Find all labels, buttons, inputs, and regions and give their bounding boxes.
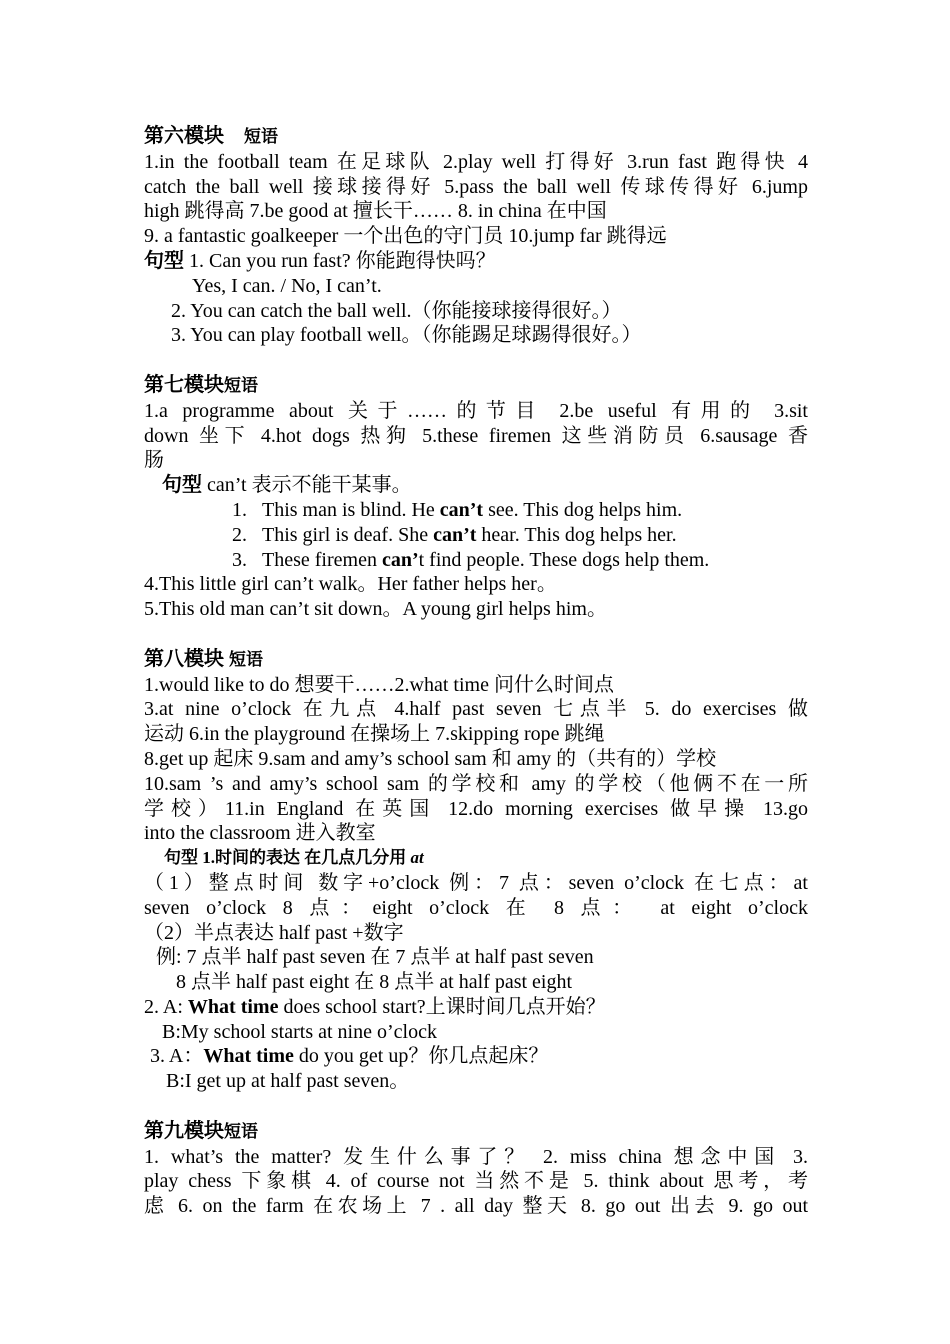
text-line: into the classroom 进入教室 xyxy=(144,822,376,845)
module-title: 第八模块 xyxy=(144,647,224,670)
text-line: down 坐下 4.hot dogs 热狗 5.these firemen 这些消防员 6.sausage 香 xyxy=(144,424,808,447)
module-6-heading xyxy=(144,124,808,150)
text-line: 5.This old man can’t sit down。A young girl helps him。 xyxy=(144,598,607,621)
text-line: 2. You can catch the ball well.（你能接球接得很好。） xyxy=(171,299,622,322)
text-line: seven o’clock 8 点：eight o’clock 在 8 点： at eight o’clock xyxy=(144,896,808,919)
question-line xyxy=(144,1044,808,1069)
sentence-text: This man is blind. He xyxy=(262,498,440,521)
module-8-heading xyxy=(144,647,808,673)
module-7-heading xyxy=(144,373,808,399)
text-line: （2）半点表达 half past +数字 xyxy=(144,921,404,944)
section-label: 短语 xyxy=(224,375,258,395)
section-label: 短语 xyxy=(229,649,263,669)
text-line: 10.sam ’s and amy’s school sam 的学校和 amy 的学校（他俩不在一所 xyxy=(144,772,808,795)
text-line: B:I get up at half past seven。 xyxy=(166,1070,410,1093)
question-line xyxy=(144,995,808,1020)
list-item xyxy=(144,548,808,573)
text-line: 1.would like to do 想要干……2.what time 问什么时间点 xyxy=(144,673,614,696)
sentence-text: see. This dog helps him. xyxy=(483,498,683,521)
list-item xyxy=(144,523,808,548)
text-line: 1.in the football team 在足球队 2.play well 打得好 3.run fast 跑得快 4 xyxy=(144,150,808,173)
module-title: 第七模块 xyxy=(144,373,224,396)
bold-word: can’ xyxy=(381,548,419,571)
list-number: 1. xyxy=(232,498,247,521)
module-title: 第九模块 xyxy=(144,1119,224,1142)
text-line: 例: 7 点半 half past seven 在 7 点半 at half past seven xyxy=(156,946,594,969)
pattern-line xyxy=(144,249,808,274)
sentence-text: does school start?上课时间几点开始？ xyxy=(278,995,606,1018)
text-line: 肠 xyxy=(144,449,164,472)
text-line: （1）整点时间 数字+o’clock 例：7 点：seven o’clock 在七点：at xyxy=(144,871,808,894)
text-line: 8.get up 起床 9.sam and amy’s school sam 和 amy 的（共有的）学校 xyxy=(144,747,717,770)
text-line: Yes, I can. / No, I can’t. xyxy=(192,274,382,297)
pattern-text: can’t 表示不能干某事。 xyxy=(202,474,412,497)
text-line: 虑 6. on the farm 在农场上 7 . all day 整天 8. go out 出去 9. go out xyxy=(144,1195,808,1218)
sentence-text: hear. This dog helps her. xyxy=(476,523,677,546)
text-line: 学校）11.in England 在英国 12.do morning exercises 做早操 13.go xyxy=(144,797,808,820)
text-line: 4.This little girl can’t walk。Her father helps her。 xyxy=(144,573,557,596)
pattern-text: 1. Can you run fast? 你能跑得快吗？ xyxy=(184,249,496,272)
module-9-heading xyxy=(144,1119,808,1145)
pattern-label: 句型 xyxy=(162,474,202,497)
blank-line xyxy=(144,622,808,647)
bold-word: What time xyxy=(203,1045,294,1068)
bold-word: can’t xyxy=(433,523,477,546)
text-line: catch the ball well 接球接得好 5.pass the ball well 传球传得好 6.jump xyxy=(144,175,808,198)
section-label: 短语 xyxy=(224,1121,258,1141)
pattern-label: 句型 xyxy=(144,249,184,272)
list-number: 2. xyxy=(232,523,247,546)
text-line: play chess 下象棋 4. of course not 当然不是 5. think about 思考，考 xyxy=(144,1170,808,1193)
pattern-line xyxy=(144,846,808,871)
text-line: 3. You can play football well。（你能踢足球踢得很好。） xyxy=(171,324,642,347)
text-line: 3.at nine o’clock 在九点 4.half past seven 七点半 5. do exercises 做 xyxy=(144,698,808,721)
bold-word: can’t xyxy=(439,498,484,521)
list-item xyxy=(144,498,808,523)
text-line: 9. a fantastic goalkeeper 一个出色的守门员 10.jump far 跳得远 xyxy=(144,225,667,248)
text-line: high 跳得高 7.be good at 擅长干…… 8. in china 在中国 xyxy=(144,200,607,223)
blank-line xyxy=(144,348,808,373)
sentence-text: t find people. These dogs help them. xyxy=(418,548,710,571)
document-content xyxy=(144,124,808,1219)
text-line: 运动 6.in the playground 在操场上 7.skipping rope 跳绳 xyxy=(144,723,605,746)
text-line: 8 点半 half past eight 在 8 点半 at half past eight xyxy=(176,971,573,994)
module-title: 第六模块 xyxy=(144,125,224,147)
pattern-heading: 句型 1.时间的表达 在几点几分用 xyxy=(164,848,411,868)
bold-word: What time xyxy=(187,995,279,1018)
blank-line xyxy=(144,1094,808,1119)
text-line: 1. what’s the matter? 发生什么事了？ 2. miss china 想念中国 3. xyxy=(144,1145,808,1168)
section-label: 短语 xyxy=(244,127,278,146)
sentence-text: This girl is deaf. She xyxy=(262,523,434,546)
sentence-text: 3. A： xyxy=(150,1045,204,1068)
sentence-text: 2. A: xyxy=(144,995,188,1018)
italic-word: at xyxy=(410,848,424,868)
text-line: 1.a programme about 关于……的节目 2.be useful 有用的 3.sit xyxy=(144,399,808,422)
list-number: 3. xyxy=(232,548,247,571)
sentence-text: do you get up？你几点起床？ xyxy=(293,1045,549,1068)
pattern-line xyxy=(144,473,808,498)
sentence-text: These firemen xyxy=(262,548,382,571)
text-line: B:My school starts at nine o’clock xyxy=(162,1020,437,1043)
